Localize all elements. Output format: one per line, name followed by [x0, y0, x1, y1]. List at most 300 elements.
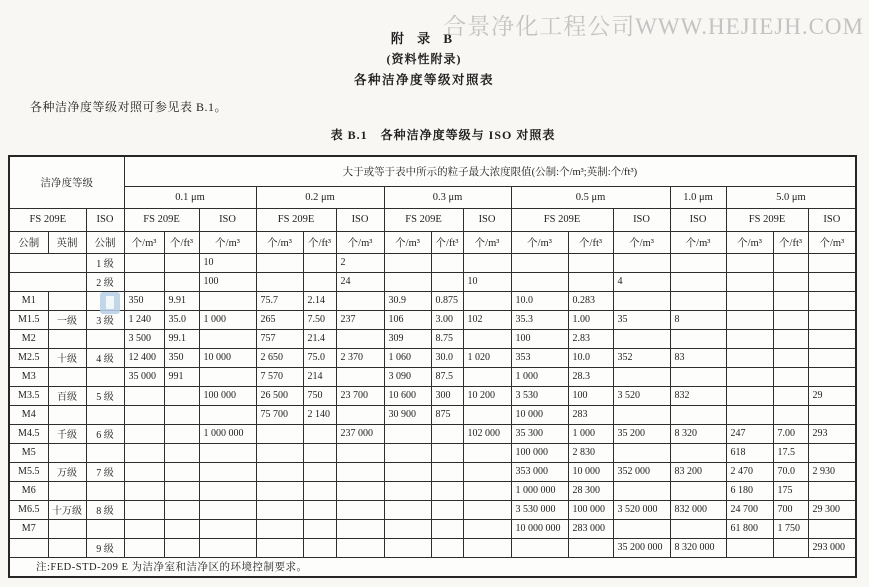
table-cell [124, 443, 164, 462]
table-cell: 29 [808, 386, 856, 405]
table-cell: 2 140 [303, 405, 336, 424]
table-cell [463, 500, 511, 519]
table-cell: M6 [9, 481, 48, 500]
table-cell [808, 405, 856, 424]
table-cell [726, 253, 773, 272]
table-cell: 293 [808, 424, 856, 443]
header-unit-per-ft3: 个/ft³ [431, 231, 463, 253]
table-cell: 10 [199, 253, 256, 272]
table-cell [808, 272, 856, 291]
table-cell [613, 329, 670, 348]
table-cell [303, 519, 336, 538]
table-cell: 100 [568, 386, 613, 405]
table-cell: 7.50 [303, 310, 336, 329]
header-row-standards [9, 208, 856, 231]
table-cell: 35 200 [613, 424, 670, 443]
table-cell: M4.5 [9, 424, 48, 443]
table-cell [124, 462, 164, 481]
table-cell [463, 253, 511, 272]
table-cell [808, 481, 856, 500]
table-cell [511, 272, 568, 291]
table-cell [86, 329, 124, 348]
table-cell: 1 750 [773, 519, 808, 538]
table-cell: 237 [336, 310, 384, 329]
table-cell: 283 [568, 405, 613, 424]
table-cell [773, 538, 808, 557]
table-cell [431, 519, 463, 538]
table-cell [670, 291, 726, 310]
appendix-subtitle: (资料性附录) [386, 52, 462, 66]
header-unit-per-m3: 个/m³ [613, 231, 670, 253]
table-row [9, 481, 856, 500]
table-cell: 350 [124, 291, 164, 310]
table-cell [164, 405, 199, 424]
table-cell: 26 500 [256, 386, 303, 405]
table-row [9, 367, 856, 386]
table-cell [48, 367, 86, 386]
table-cell: 1 060 [384, 348, 431, 367]
table-cell [199, 291, 256, 310]
header-std-iso-class: ISO [86, 208, 124, 231]
table-cell: 2 930 [808, 462, 856, 481]
table-cell [384, 519, 431, 538]
table-cell [773, 386, 808, 405]
table-cell: 30.9 [384, 291, 431, 310]
header-unit-metric: 公制 [9, 231, 48, 253]
table-cell: M2 [9, 329, 48, 348]
header-std-fs-5.0um: FS 209E [726, 208, 808, 231]
table-cell: 1 000 000 [511, 481, 568, 500]
table-cell: 353 [511, 348, 568, 367]
table-cell: 百级 [48, 386, 86, 405]
appendix-title: 附 录 B [390, 31, 458, 46]
header-std-iso-5.0um: ISO [808, 208, 856, 231]
table-cell [164, 386, 199, 405]
table-cell [568, 253, 613, 272]
table-cell: 1 240 [124, 310, 164, 329]
table-cell: 8 级 [86, 500, 124, 519]
table-cell: 214 [303, 367, 336, 386]
table-cell [86, 443, 124, 462]
table-row [9, 329, 856, 348]
table-cell: M2.5 [9, 348, 48, 367]
table-cell [124, 272, 164, 291]
table-cell [384, 443, 431, 462]
table-cell: 24 700 [726, 500, 773, 519]
table-cell: 309 [384, 329, 431, 348]
table-cell: 991 [164, 367, 199, 386]
table-cell [336, 481, 384, 500]
table-cell [303, 538, 336, 557]
table-cell [164, 443, 199, 462]
table-cell: 8 [670, 310, 726, 329]
table-cell [86, 481, 124, 500]
table-cell [336, 500, 384, 519]
table-cell: 28.3 [568, 367, 613, 386]
table-cell: M3.5 [9, 386, 48, 405]
table-cell: 3 500 [124, 329, 164, 348]
table-cell: 7 570 [256, 367, 303, 386]
header-unit-per-m3: 个/m³ [463, 231, 511, 253]
table-cell [199, 329, 256, 348]
header-row-units [9, 231, 856, 253]
table-cell [124, 500, 164, 519]
table-cell [9, 253, 86, 272]
table-cell [256, 500, 303, 519]
header-unit-per-ft3: 个/ft³ [164, 231, 199, 253]
header-class-group: 洁净度等级 [9, 156, 124, 208]
table-cell: 75.7 [256, 291, 303, 310]
table-cell [613, 367, 670, 386]
table-cell: 2.14 [303, 291, 336, 310]
table-cell [613, 443, 670, 462]
table-cell [86, 367, 124, 386]
header-std-iso-0.1um: ISO [199, 208, 256, 231]
table-cell: 35 300 [511, 424, 568, 443]
header-std-fs-0.1um: FS 209E [124, 208, 199, 231]
table-cell: 700 [773, 500, 808, 519]
header-row-sizes [9, 186, 856, 208]
table-cell: 4 级 [86, 348, 124, 367]
table-cell [124, 405, 164, 424]
table-cell: 35.0 [164, 310, 199, 329]
table-cell: 6 级 [86, 424, 124, 443]
table-cell: 293 000 [808, 538, 856, 557]
table-cell [164, 272, 199, 291]
table-cell: 0.283 [568, 291, 613, 310]
table-cell: 30 900 [384, 405, 431, 424]
table-cell [199, 462, 256, 481]
header-size-0.3um: 0.3 μm [384, 186, 511, 208]
header-std-fs-0.3um: FS 209E [384, 208, 463, 231]
table-row [9, 272, 856, 291]
header-unit-metric-iso: 公制 [86, 231, 124, 253]
table-cell [726, 291, 773, 310]
table-cell [463, 443, 511, 462]
table-cell [670, 253, 726, 272]
appendix-heading: 各种洁净度等级对照表 [353, 73, 494, 87]
table-cell: 352 [613, 348, 670, 367]
table-cell [303, 462, 336, 481]
table-cell: 35 [613, 310, 670, 329]
table-cell [164, 253, 199, 272]
table-note: 注:FED-STD-209 E 为洁净室和洁净区的环境控制要求。 [9, 557, 856, 577]
table-cell [773, 291, 808, 310]
table-cell: 2 470 [726, 462, 773, 481]
table-cell: 102 [463, 310, 511, 329]
table-cell [256, 462, 303, 481]
header-unit-per-m3: 个/m³ [256, 231, 303, 253]
table-cell [48, 291, 86, 310]
table-row [9, 253, 856, 272]
table-cell: 0.875 [431, 291, 463, 310]
table-cell: 1 000 [511, 367, 568, 386]
table-cell: 100 [511, 329, 568, 348]
table-cell [256, 443, 303, 462]
table-cell: 1 级 [86, 253, 124, 272]
table-cell [431, 500, 463, 519]
table-cell [48, 405, 86, 424]
table-cell [613, 253, 670, 272]
table-cell: 2 370 [336, 348, 384, 367]
table-cell: 832 000 [670, 500, 726, 519]
table-row [9, 405, 856, 424]
table-cell [199, 538, 256, 557]
table-cell: 10.0 [511, 291, 568, 310]
table-cell: 83 [670, 348, 726, 367]
table-cell: M1 [9, 291, 48, 310]
header-row-groups [9, 156, 856, 186]
table-cell: 10 000 000 [511, 519, 568, 538]
table-cell [9, 538, 48, 557]
table-cell: 6 180 [726, 481, 773, 500]
table-cell: 8 320 [670, 424, 726, 443]
table-cell: 5 级 [86, 386, 124, 405]
table-cell: 7.00 [773, 424, 808, 443]
table-cell: 750 [303, 386, 336, 405]
table-cell [303, 253, 336, 272]
table-cell [808, 329, 856, 348]
table-cell: 24 [336, 272, 384, 291]
table-cell [670, 481, 726, 500]
table-cell [199, 481, 256, 500]
table-cell [164, 424, 199, 443]
table-cell: 757 [256, 329, 303, 348]
table-cell [303, 481, 336, 500]
table-cell: 8.75 [431, 329, 463, 348]
table-cell [808, 253, 856, 272]
table-cell: 3 530 000 [511, 500, 568, 519]
table-cell: 10 000 [568, 462, 613, 481]
table-cell [199, 519, 256, 538]
table-cell: 21.4 [303, 329, 336, 348]
header-std-iso-0.2um: ISO [336, 208, 384, 231]
table-cell: 102 000 [463, 424, 511, 443]
table-cell [726, 538, 773, 557]
table-cell: 353 000 [511, 462, 568, 481]
table-cell [808, 348, 856, 367]
table-cell [773, 348, 808, 367]
header-std-fs-class: FS 209E [9, 208, 86, 231]
table-cell [48, 481, 86, 500]
table-row [9, 462, 856, 481]
table-cell [773, 310, 808, 329]
table-cell: 352 000 [613, 462, 670, 481]
table-cell [48, 443, 86, 462]
table-cell: 83 200 [670, 462, 726, 481]
table-cell [808, 291, 856, 310]
table-cell: 237 000 [336, 424, 384, 443]
table-row [9, 310, 856, 329]
table-cell: 4 [613, 272, 670, 291]
table-row [9, 443, 856, 462]
table-cell [336, 367, 384, 386]
header-unit-per-m3: 个/m³ [124, 231, 164, 253]
header-unit-per-m3: 个/m³ [336, 231, 384, 253]
table-cell: 875 [431, 405, 463, 424]
header-unit-per-ft3: 个/ft³ [568, 231, 613, 253]
table-cell [124, 424, 164, 443]
table-cell: 10 [463, 272, 511, 291]
table-cell [336, 291, 384, 310]
table-cell [463, 291, 511, 310]
table-cell: 1.00 [568, 310, 613, 329]
table-cell [384, 500, 431, 519]
header-std-fs-0.5um: FS 209E [511, 208, 613, 231]
table-cell: 832 [670, 386, 726, 405]
table-cell [256, 424, 303, 443]
table-cell [336, 519, 384, 538]
table-cell [726, 329, 773, 348]
table-cell [431, 538, 463, 557]
table-row [9, 424, 856, 443]
table-row [9, 291, 856, 310]
intro-paragraph: 各种洁净度等级对照可参见表 B.1。 [30, 100, 228, 114]
table-row [9, 519, 856, 538]
table-cell: 17.5 [773, 443, 808, 462]
header-unit-per-ft3: 个/ft³ [303, 231, 336, 253]
table-cell: 35 200 000 [613, 538, 670, 557]
table-cell [773, 405, 808, 424]
table-caption: 表 B.1 各种洁净度等级与 ISO 对照表 [330, 128, 556, 142]
table-cell: 618 [726, 443, 773, 462]
table-cell [336, 405, 384, 424]
table-cell [336, 443, 384, 462]
table-cell [773, 272, 808, 291]
table-cell: 247 [726, 424, 773, 443]
table-cell [256, 481, 303, 500]
table-cell: 3 520 000 [613, 500, 670, 519]
header-unit-per-ft3: 个/ft³ [773, 231, 808, 253]
table-cell: 350 [164, 348, 199, 367]
table-cell: 1 000 [568, 424, 613, 443]
table-cell [9, 272, 86, 291]
header-size-5.0um: 5.0 μm [726, 186, 856, 208]
cleanliness-comparison-table [8, 155, 857, 578]
table-cell [726, 405, 773, 424]
table-cell [384, 424, 431, 443]
table-cell [384, 253, 431, 272]
table-cell [726, 367, 773, 386]
table-cell [463, 519, 511, 538]
table-cell [431, 481, 463, 500]
table-cell [463, 405, 511, 424]
header-std-iso-0.5um: ISO [613, 208, 670, 231]
table-cell [808, 367, 856, 386]
table-cell: 1 000 [199, 310, 256, 329]
table-cell [303, 443, 336, 462]
table-cell [86, 519, 124, 538]
table-cell: 61 800 [726, 519, 773, 538]
table-cell [431, 462, 463, 481]
table-cell: 106 [384, 310, 431, 329]
table-cell: 35 000 [124, 367, 164, 386]
table-cell [670, 519, 726, 538]
table-cell [773, 253, 808, 272]
table-cell [463, 329, 511, 348]
table-cell [511, 253, 568, 272]
table-row [9, 500, 856, 519]
table-cell [670, 405, 726, 424]
table-cell: 87.5 [431, 367, 463, 386]
table-cell: 175 [773, 481, 808, 500]
table-cell [86, 405, 124, 424]
table-cell: M7 [9, 519, 48, 538]
table-cell: 万级 [48, 462, 86, 481]
table-cell: 10 600 [384, 386, 431, 405]
table-cell: 2 650 [256, 348, 303, 367]
header-size-1.0um: 1.0 μm [670, 186, 726, 208]
table-cell: 265 [256, 310, 303, 329]
table-cell: 2 级 [86, 272, 124, 291]
header-size-0.1um: 0.1 μm [124, 186, 256, 208]
table-cell: 12 400 [124, 348, 164, 367]
header-unit-per-m3: 个/m³ [670, 231, 726, 253]
table-cell [726, 272, 773, 291]
header-limits: 大于或等于表中所示的粒子最大浓度限值(公制:个/m³;英制:个/ft³) [124, 156, 856, 186]
table-cell [336, 329, 384, 348]
watermark-text: 合景净化工程公司WWW.HEJIEJH.COM [443, 14, 864, 39]
header-size-0.2um: 0.2 μm [256, 186, 384, 208]
table-cell: 10.0 [568, 348, 613, 367]
table-cell [48, 519, 86, 538]
table-cell [431, 443, 463, 462]
table-cell [670, 272, 726, 291]
header-unit-per-m3: 个/m³ [511, 231, 568, 253]
table-cell: 10 000 [199, 348, 256, 367]
table-cell: 75.0 [303, 348, 336, 367]
table-cell: 2 830 [568, 443, 613, 462]
table-cell [124, 253, 164, 272]
table-cell [613, 291, 670, 310]
table-cell [670, 367, 726, 386]
table-cell: 3.00 [431, 310, 463, 329]
table-row [9, 538, 856, 557]
header-unit-imperial: 英制 [48, 231, 86, 253]
table-cell: 1 020 [463, 348, 511, 367]
table-cell [808, 519, 856, 538]
table-cell [199, 500, 256, 519]
table-cell [48, 329, 86, 348]
table-cell [384, 481, 431, 500]
table-cell: M6.5 [9, 500, 48, 519]
header-unit-per-m3: 个/m³ [808, 231, 856, 253]
table-row [9, 348, 856, 367]
table-cell [256, 519, 303, 538]
table-cell: 300 [431, 386, 463, 405]
table-cell [164, 519, 199, 538]
table-cell: 30.0 [431, 348, 463, 367]
table-cell: 100 000 [511, 443, 568, 462]
table-cell: 8 320 000 [670, 538, 726, 557]
table-cell [124, 538, 164, 557]
table-cell [613, 519, 670, 538]
table-cell [773, 367, 808, 386]
table-cell [256, 272, 303, 291]
table-cell [773, 329, 808, 348]
header-unit-per-m3: 个/m³ [199, 231, 256, 253]
table-cell: 一级 [48, 310, 86, 329]
table-cell: 10 000 [511, 405, 568, 424]
table-cell [431, 424, 463, 443]
table-cell [164, 462, 199, 481]
table-cell [431, 253, 463, 272]
header-size-0.5um: 0.5 μm [511, 186, 670, 208]
table-cell [336, 462, 384, 481]
table-cell [384, 272, 431, 291]
table-header [9, 156, 856, 253]
table-cell [199, 367, 256, 386]
